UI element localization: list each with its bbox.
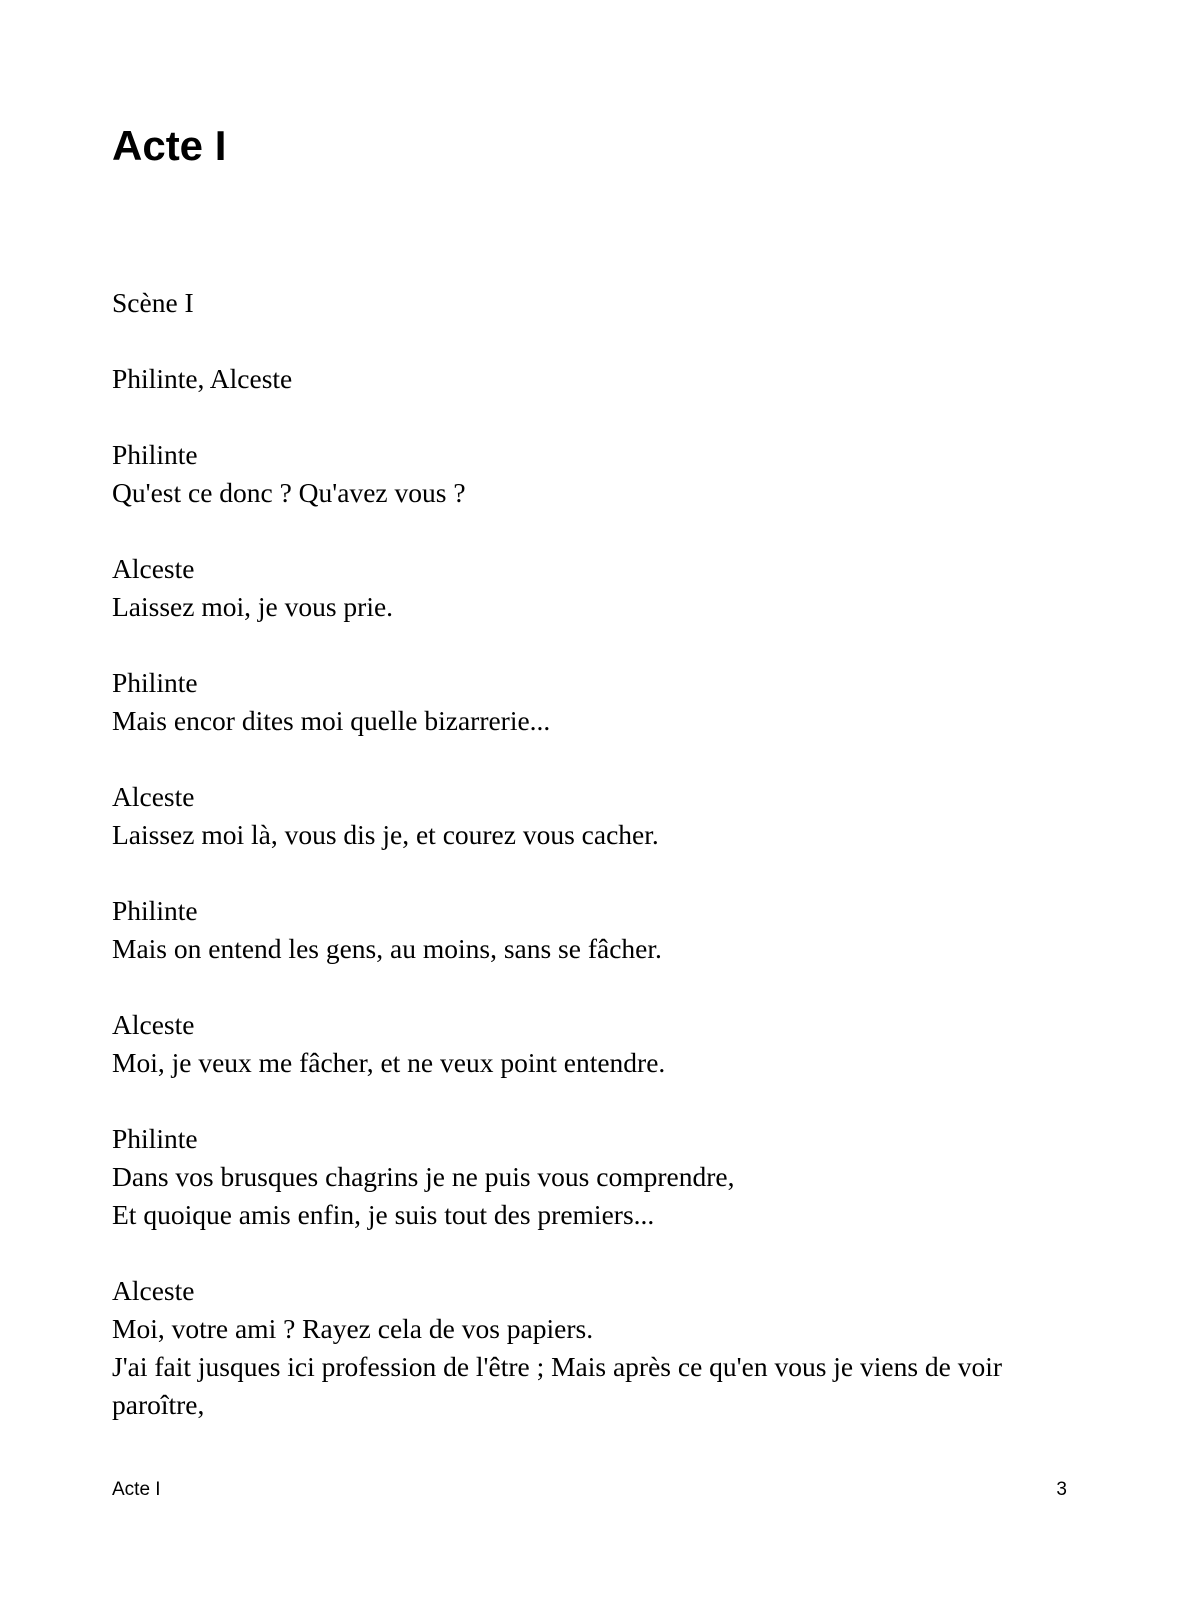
page-title: Acte I — [112, 122, 227, 169]
footer-section-title: Acte I — [112, 1479, 161, 1500]
play-text — [112, 284, 1092, 1424]
speaker-name: Philinte — [112, 439, 198, 470]
dialogue-line: Et quoique amis enfin, je suis tout des premiers... — [112, 1199, 655, 1230]
dialogue — [112, 436, 1092, 1424]
speaker-name: Alceste — [112, 1009, 195, 1040]
speech-block — [112, 436, 1092, 512]
dialogue-line: Qu'est ce donc ? Qu'avez vous ? — [112, 477, 466, 508]
speaker-name: Alceste — [112, 553, 195, 584]
speech-block — [112, 892, 1092, 968]
dialogue-line: Moi, je veux me fâcher, et ne veux point entendre. — [112, 1047, 666, 1078]
dialogue-line: Laissez moi là, vous dis je, et courez vous cacher. — [112, 819, 659, 850]
speech-block — [112, 1006, 1092, 1082]
speech-block — [112, 1120, 1092, 1234]
dialogue-line: J'ai fait jusques ici profession de l'être ; Mais après ce qu'en vous je viens de voir paroître, — [112, 1351, 1003, 1420]
dialogue-line: Moi, votre ami ? Rayez cela de vos papiers. — [112, 1313, 594, 1344]
dialogue-line: Laissez moi, je vous prie. — [112, 591, 394, 622]
speech-block — [112, 778, 1092, 854]
speaker-name: Philinte — [112, 667, 198, 698]
speaker-name: Alceste — [112, 781, 195, 812]
speech-block — [112, 550, 1092, 626]
page-footer — [112, 1476, 1067, 1504]
scene-heading: Scène I — [112, 287, 194, 318]
speaker-name: Philinte — [112, 1123, 198, 1154]
cast-list: Philinte, Alceste — [112, 363, 293, 394]
speech-block — [112, 664, 1092, 740]
speaker-name: Philinte — [112, 895, 198, 926]
dialogue-line: Mais encor dites moi quelle bizarrerie... — [112, 705, 551, 736]
dialogue-line: Mais on entend les gens, au moins, sans se fâcher. — [112, 933, 662, 964]
speech-block — [112, 1272, 1092, 1424]
dialogue-line: Dans vos brusques chagrins je ne puis vous comprendre, — [112, 1161, 735, 1192]
page-number: 3 — [1056, 1479, 1067, 1500]
speaker-name: Alceste — [112, 1275, 195, 1306]
